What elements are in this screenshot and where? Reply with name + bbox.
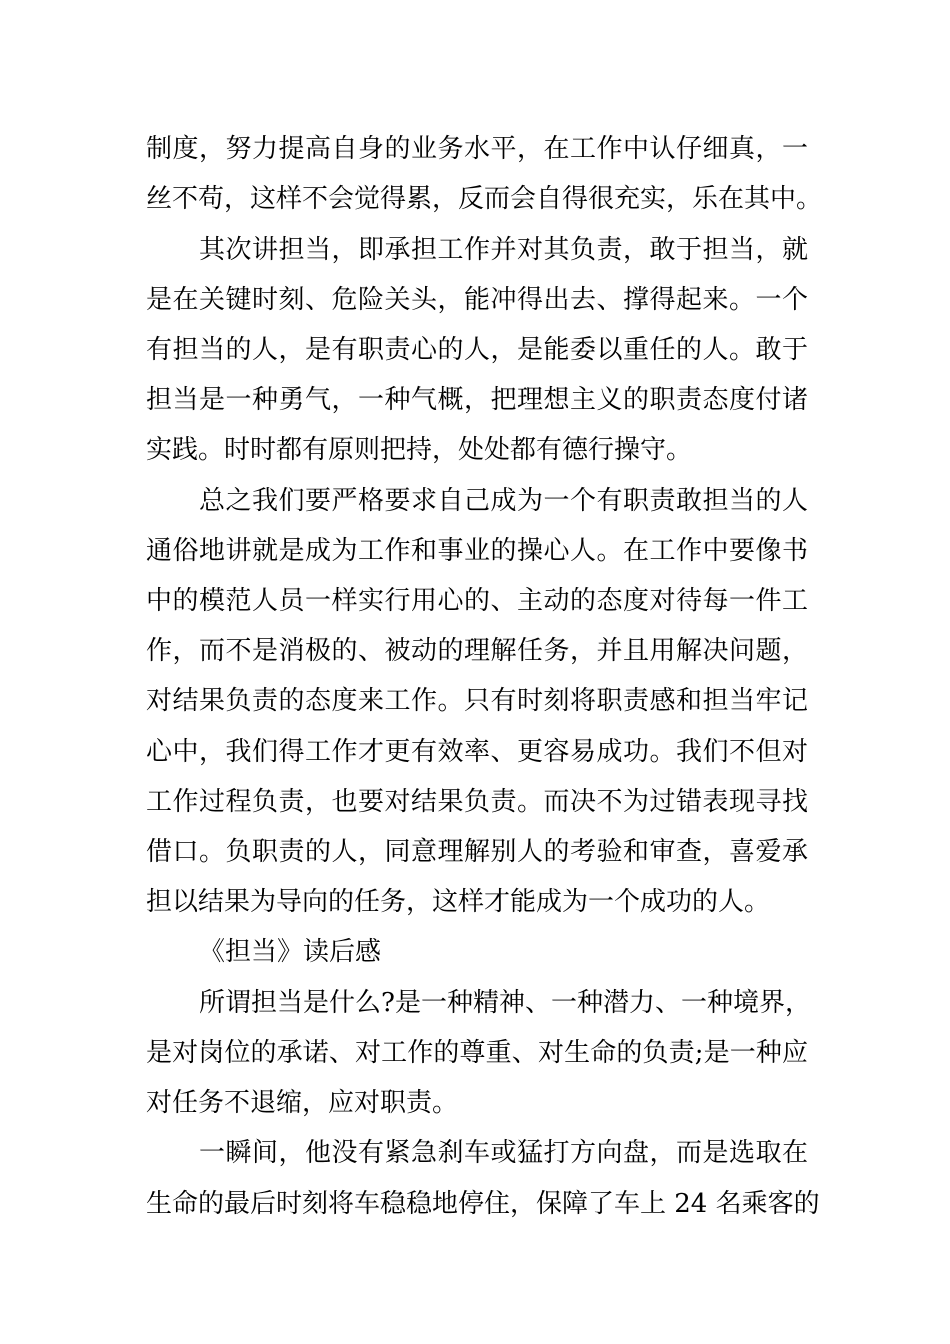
text-line-22: 生命的最后时刻将车稳稳地停住，保障了车上 24 名乘客的: [146, 1189, 820, 1219]
text-line-4: 是在关键时刻、危险关头，能冲得出去、撑得起来。一个: [146, 285, 808, 315]
text-line-7: 实践。时时都有原则把持，处处都有德行操守。: [146, 435, 693, 465]
text-line-3: 其次讲担当，即承担工作并对其负责，敢于担当，就: [199, 235, 808, 265]
text-line-14: 工作过程负责，也要对结果负责。而决不为过错表现寻找: [146, 787, 808, 817]
text-line-12: 对结果负责的态度来工作。只有时刻将职责感和担当牢记: [146, 686, 808, 716]
text-line-15: 借口。负职责的人，同意理解别人的考验和审查，喜爱承: [146, 837, 808, 867]
text-line-10: 中的模范人员一样实行用心的、主动的态度对待每一件工: [146, 586, 808, 616]
text-line-13: 心中，我们得工作才更有效率、更容易成功。我们不但对: [146, 737, 808, 767]
text-line-16: 担以结果为导向的任务，这样才能成为一个成功的人。: [146, 887, 771, 917]
text-line-2: 丝不苟，这样不会觉得累，反而会自得很充实，乐在其中。: [146, 184, 823, 214]
text-line-20: 对任务不退缩，应对职责。: [146, 1088, 459, 1118]
text-line-5: 有担当的人，是有职责心的人，是能委以重任的人。敢于: [146, 335, 808, 365]
text-line-6: 担当是一种勇气，一种气概，把理想主义的职责态度付诸: [146, 385, 808, 415]
section-heading: 《担当》读后感: [199, 937, 382, 967]
text-line-21: 一瞬间，他没有紧急刹车或猛打方向盘，而是选取在: [199, 1138, 808, 1168]
text-line-19: 是对岗位的承诺、对工作的尊重、对生命的负责;是一种应: [146, 1038, 808, 1068]
text-line-11: 作，而不是消极的、被动的理解任务，并且用解决问题，: [146, 636, 808, 666]
text-line-8: 总之我们要严格要求自己成为一个有职责敢担当的人: [199, 486, 808, 516]
text-line-18: 所谓担当是什么?是一种精神、一种潜力、一种境界，: [199, 988, 811, 1018]
text-line-9: 通俗地讲就是成为工作和事业的操心人。在工作中要像书: [146, 536, 808, 566]
text-line-1: 制度，努力提高自身的业务水平，在工作中认仔细真，一: [146, 134, 808, 164]
